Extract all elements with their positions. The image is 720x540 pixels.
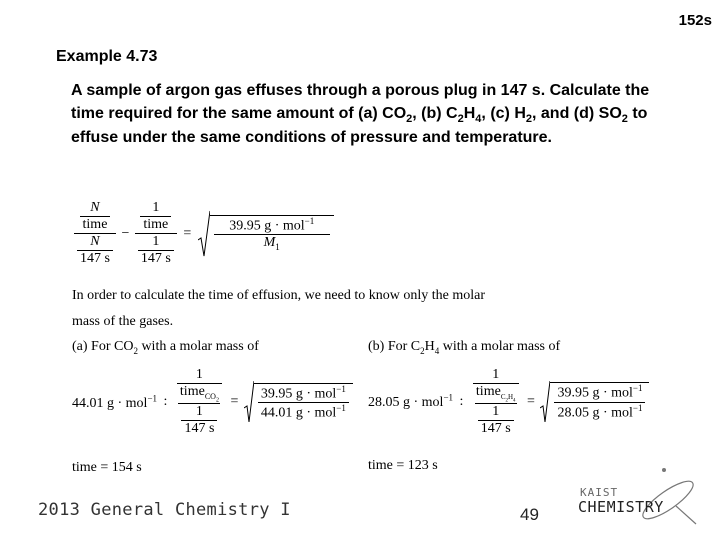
logo-chemistry-text: CHEMISTRY xyxy=(578,498,664,516)
sqrt-expression: $\frac{39.95 g \cdot mol^{-1}}{M_1}$ xyxy=(198,210,334,258)
radical-sign xyxy=(540,380,550,424)
radical-sign xyxy=(198,210,210,258)
part-a-equation: 44.01 g · mol$^{-1}$ : $\frac{\frac{1}{time_{CO_2}}}{\frac{1}{147 s}}$ = $\frac{39.95 g \cdot mol^{-1}}{44.01 g \cdot mol^{-1}}$ xyxy=(72,367,353,437)
rate-fraction-ar: $\frac{\frac{N}{\text{time}}}{\frac{N}{147 s}}$ xyxy=(74,200,116,267)
part-a-time-fraction: $\frac{\frac{1}{time_{CO_2}}}{\frac{1}{147 s}}$ xyxy=(174,367,225,437)
problem-statement: A sample of argon gas effuses through a porous plug in 147 s. Calculate the time required for the same amount of (a) $CO_2$, (b) $C_2H_4$, (c) $H_2$, and (d) $SO_2$ to effuse under the same conditions of pressure and temperature. xyxy=(71,82,650,146)
part-b-sqrt: $\frac{39.95 g \cdot mol^{-1}}{28.05 g \cdot mol^{-1}}$ xyxy=(540,380,649,424)
graham-law-equation: $\frac{\frac{N}{\text{time}}}{\frac{N}{147 s}}$ − $\frac{\frac{1}{\text{time}}}{\frac{1}{147 s}}$ = $\frac{39.95 g \cdot mol^{-1}}{M_1}$ xyxy=(74,200,334,267)
rate-fraction-one: $\frac{\frac{1}{\text{time}}}{\frac{1}{147 s}}$ xyxy=(135,200,177,267)
radical-sign xyxy=(244,380,254,424)
page-number: 49 xyxy=(520,505,539,524)
explanation-line-2: mass of the gases. xyxy=(72,314,174,329)
part-a-sqrt: $\frac{39.95 g \cdot mol^{-1}}{44.01 g \cdot mol^{-1}}$ xyxy=(244,380,353,424)
explanation-line-1: In order to calculate the time of effusion, we need to know only the molar xyxy=(72,288,485,303)
part-b-result: time = 123 s xyxy=(368,458,438,473)
slide-corner-label: 152s xyxy=(678,12,712,29)
part-b-equation: 28.05 g · mol$^{-1}$ : $\frac{\frac{1}{time_{C_2H_4}}}{\frac{1}{147 s}}$ = $\frac{39.95 g \cdot mol^{-1}}{28.05 g \cdot mol^{-1}}$ xyxy=(368,367,649,437)
part-a-result: time = 154 s xyxy=(72,460,142,475)
part-a-label: (a) For $CO_2$ with a molar mass of xyxy=(72,339,259,356)
part-b-label: (b) For $C_2H_4$ with a molar mass of xyxy=(368,339,561,356)
logo-kaist-text: KAIST xyxy=(580,486,619,499)
example-title: Example 4.73 xyxy=(56,48,158,65)
kaist-chemistry-logo-icon xyxy=(640,466,700,526)
course-footer: 2013 General Chemistry I xyxy=(38,500,291,520)
part-b-time-fraction: $\frac{\frac{1}{time_{C_2H_4}}}{\frac{1}{147 s}}$ xyxy=(470,367,522,437)
